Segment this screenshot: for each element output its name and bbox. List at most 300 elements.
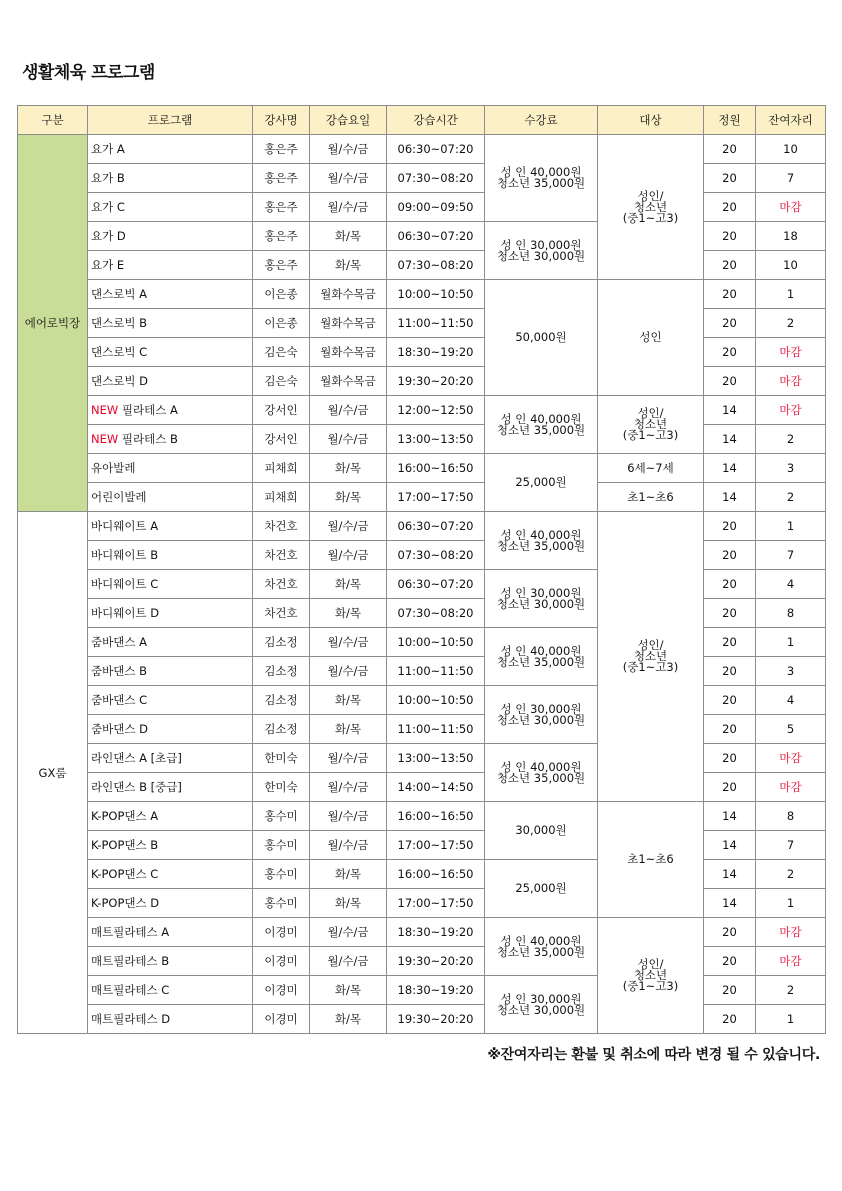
table-row (18, 309, 826, 338)
program-name (88, 947, 253, 976)
remaining-cell: 1 (756, 512, 826, 541)
fee-cell (485, 686, 598, 744)
time-cell: 17:00~17:50 (387, 889, 485, 918)
program-label: 바디웨이트 B (91, 548, 159, 562)
capacity-cell: 14 (704, 396, 756, 425)
table-row (18, 599, 826, 628)
days-cell: 월화수목금 (310, 338, 387, 367)
target-cell-line: 성인/ (637, 957, 664, 971)
target-cell-line: (중1~고3) (622, 979, 679, 993)
fee-cell-line: 성 인 40,000원 (500, 411, 582, 426)
instructor-cell: 홍수미 (253, 889, 310, 918)
capacity-cell: 20 (704, 338, 756, 367)
program-label: 라인댄스 B [중급] (91, 780, 182, 794)
program-name (88, 425, 253, 454)
page-title: 생활체육 프로그램 (22, 63, 155, 83)
column-header: 대상 (598, 106, 704, 135)
days-cell: 월/수/금 (310, 657, 387, 686)
target-cell-line: 청소년 (633, 417, 668, 431)
days-cell: 화/목 (310, 599, 387, 628)
program-label: 필라테스 B (121, 432, 178, 446)
days-cell: 화/목 (310, 976, 387, 1005)
table-row (18, 280, 826, 309)
program-label: 라인댄스 A [초급] (91, 751, 182, 765)
remaining-cell: 마감 (756, 744, 826, 773)
remaining-cell: 3 (756, 657, 826, 686)
column-header: 프로그램 (88, 106, 253, 135)
days-cell: 월/수/금 (310, 164, 387, 193)
days-cell: 월/수/금 (310, 541, 387, 570)
time-cell: 16:00~16:50 (387, 454, 485, 483)
instructor-cell: 홍은주 (253, 135, 310, 164)
table-row (18, 367, 826, 396)
program-label: 요가 C (91, 200, 125, 214)
target-cell-line: 초1~초6 (627, 852, 674, 866)
capacity-cell: 14 (704, 454, 756, 483)
program-label: K-POP댄스 A (91, 809, 159, 823)
time-cell: 09:00~09:50 (387, 193, 485, 222)
fee-cell-line: 청소년 30,000원 (496, 596, 586, 611)
time-cell: 11:00~11:50 (387, 309, 485, 338)
table-row (18, 164, 826, 193)
table-row (18, 135, 826, 164)
time-cell: 17:00~17:50 (387, 831, 485, 860)
fee-cell (485, 222, 598, 280)
capacity-cell: 20 (704, 657, 756, 686)
time-cell: 18:30~19:20 (387, 976, 485, 1005)
time-cell: 14:00~14:50 (387, 773, 485, 802)
fee-cell-line: 청소년 35,000원 (496, 538, 586, 553)
capacity-cell: 20 (704, 976, 756, 1005)
target-cell (598, 512, 704, 802)
table-row (18, 860, 826, 889)
days-cell: 화/목 (310, 251, 387, 280)
category-cell: GX룸 (18, 512, 88, 1034)
fee-cell (485, 512, 598, 570)
remaining-cell: 1 (756, 1005, 826, 1034)
instructor-cell: 홍은주 (253, 251, 310, 280)
table-row (18, 657, 826, 686)
capacity-cell: 20 (704, 686, 756, 715)
instructor-cell: 이경미 (253, 918, 310, 947)
days-cell: 월/수/금 (310, 135, 387, 164)
fee-cell (485, 454, 598, 512)
remaining-cell: 마감 (756, 918, 826, 947)
instructor-cell: 차건호 (253, 541, 310, 570)
capacity-cell: 20 (704, 193, 756, 222)
fee-cell (485, 802, 598, 860)
target-cell-line: 청소년 (633, 968, 668, 982)
program-name (88, 715, 253, 744)
days-cell: 화/목 (310, 1005, 387, 1034)
remaining-cell: 4 (756, 570, 826, 599)
remaining-cell: 5 (756, 715, 826, 744)
program-name (88, 918, 253, 947)
program-label: 필라테스 A (121, 403, 178, 417)
fee-cell-line: 청소년 35,000원 (496, 770, 586, 785)
capacity-cell: 14 (704, 483, 756, 512)
program-label: 매트필라테스 B (91, 954, 170, 968)
fee-cell (485, 918, 598, 976)
capacity-cell: 20 (704, 164, 756, 193)
table-row (18, 947, 826, 976)
days-cell: 월/수/금 (310, 918, 387, 947)
remaining-cell: 8 (756, 599, 826, 628)
program-name (88, 744, 253, 773)
instructor-cell: 강서인 (253, 396, 310, 425)
fee-cell-line: 청소년 35,000원 (496, 176, 586, 190)
target-cell-line: (중1~고3) (622, 660, 679, 674)
days-cell: 화/목 (310, 570, 387, 599)
fee-cell-line: 25,000원 (515, 475, 567, 489)
capacity-cell: 20 (704, 367, 756, 396)
table-row (18, 454, 826, 483)
table-row (18, 338, 826, 367)
capacity-cell: 20 (704, 744, 756, 773)
instructor-cell: 김소정 (253, 628, 310, 657)
program-name (88, 628, 253, 657)
program-name (88, 483, 253, 512)
time-cell: 10:00~10:50 (387, 628, 485, 657)
column-header: 구분 (18, 106, 88, 135)
fee-cell-line: 청소년 30,000원 (496, 712, 586, 727)
program-name (88, 976, 253, 1005)
days-cell: 월/수/금 (310, 512, 387, 541)
program-name (88, 860, 253, 889)
fee-cell (485, 976, 598, 1034)
days-cell: 월/수/금 (310, 628, 387, 657)
remaining-cell: 마감 (756, 396, 826, 425)
instructor-cell: 한미숙 (253, 744, 310, 773)
capacity-cell: 20 (704, 947, 756, 976)
capacity-cell: 20 (704, 628, 756, 657)
program-label: 매트필라테스 D (91, 1012, 171, 1026)
new-badge: NEW (91, 432, 119, 446)
program-label: 매트필라테스 A (91, 925, 170, 939)
table-row (18, 512, 826, 541)
capacity-cell: 20 (704, 222, 756, 251)
target-cell-line: 청소년 (633, 649, 668, 663)
program-name (88, 831, 253, 860)
days-cell: 월/수/금 (310, 947, 387, 976)
days-cell: 월/수/금 (310, 396, 387, 425)
program-name (88, 193, 253, 222)
fee-cell (485, 860, 598, 918)
table-row (18, 483, 826, 512)
target-cell (598, 802, 704, 918)
table-row (18, 686, 826, 715)
column-header: 잔여자리 (756, 106, 826, 135)
table-row (18, 222, 826, 251)
table-row (18, 425, 826, 454)
time-cell: 10:00~10:50 (387, 686, 485, 715)
days-cell: 월/수/금 (310, 773, 387, 802)
days-cell: 월/수/금 (310, 193, 387, 222)
capacity-cell: 20 (704, 541, 756, 570)
fee-cell-line: 성 인 40,000원 (500, 643, 582, 658)
remaining-cell: 3 (756, 454, 826, 483)
fee-cell-line: 성 인 30,000원 (500, 991, 582, 1006)
program-name (88, 512, 253, 541)
target-cell-line: 성인/ (637, 638, 664, 652)
program-name (88, 309, 253, 338)
remaining-cell: 마감 (756, 338, 826, 367)
days-cell: 화/목 (310, 860, 387, 889)
days-cell: 화/목 (310, 686, 387, 715)
days-cell: 월/수/금 (310, 802, 387, 831)
program-label: K-POP댄스 B (91, 838, 159, 852)
fee-cell-line: 30,000원 (515, 823, 567, 837)
remaining-cell: 마감 (756, 947, 826, 976)
remaining-cell: 2 (756, 483, 826, 512)
instructor-cell: 이은종 (253, 280, 310, 309)
program-label: 줌바댄스 A (91, 635, 147, 649)
time-cell: 07:30~08:20 (387, 164, 485, 193)
table-row (18, 570, 826, 599)
program-name (88, 802, 253, 831)
fee-cell-line: 50,000원 (515, 330, 567, 344)
capacity-cell: 14 (704, 425, 756, 454)
table-header-row (18, 106, 826, 135)
fee-cell (485, 628, 598, 686)
remaining-cell: 10 (756, 251, 826, 280)
program-label: 어린이발레 (91, 490, 147, 504)
program-name (88, 1005, 253, 1034)
capacity-cell: 14 (704, 831, 756, 860)
fee-cell-line: 성 인 40,000원 (500, 933, 582, 948)
target-cell-line: 성인/ (637, 406, 664, 420)
program-label: 댄스로빅 C (91, 345, 148, 359)
program-label: 바디웨이트 C (91, 577, 159, 591)
program-name (88, 570, 253, 599)
program-label: 요가 B (91, 171, 125, 185)
fee-cell-line: 청소년 35,000원 (496, 944, 586, 959)
program-label: 유아발레 (91, 461, 136, 475)
table-row (18, 251, 826, 280)
fee-cell-line: 성 인 40,000원 (500, 759, 582, 774)
remaining-cell: 4 (756, 686, 826, 715)
program-label: 매트필라테스 C (91, 983, 170, 997)
table-row (18, 918, 826, 947)
instructor-cell: 김소정 (253, 657, 310, 686)
program-label: 댄스로빅 A (91, 287, 147, 301)
program-label: 줌바댄스 C (91, 693, 148, 707)
program-name (88, 251, 253, 280)
program-label: K-POP댄스 D (91, 896, 160, 910)
capacity-cell: 20 (704, 715, 756, 744)
remaining-cell: 18 (756, 222, 826, 251)
time-cell: 06:30~07:20 (387, 512, 485, 541)
remaining-cell: 2 (756, 860, 826, 889)
time-cell: 13:00~13:50 (387, 744, 485, 773)
time-cell: 10:00~10:50 (387, 280, 485, 309)
program-name (88, 396, 253, 425)
target-cell (598, 918, 704, 1034)
time-cell: 07:30~08:20 (387, 251, 485, 280)
remaining-cell: 마감 (756, 367, 826, 396)
table-row (18, 541, 826, 570)
column-header: 정원 (704, 106, 756, 135)
fee-cell-line: 성 인 30,000원 (500, 701, 582, 716)
target-cell-line: 6세~7세 (627, 460, 674, 475)
table-row (18, 1005, 826, 1034)
fee-cell (485, 280, 598, 396)
capacity-cell: 20 (704, 135, 756, 164)
instructor-cell: 피채희 (253, 483, 310, 512)
target-cell-line: 청소년 (633, 199, 668, 214)
column-header: 강사명 (253, 106, 310, 135)
remaining-cell: 1 (756, 280, 826, 309)
instructor-cell: 차건호 (253, 599, 310, 628)
target-cell-line: 성인 (639, 330, 662, 344)
program-name (88, 773, 253, 802)
remaining-cell: 1 (756, 628, 826, 657)
target-cell-line: (중1~고3) (622, 210, 679, 225)
time-cell: 17:00~17:50 (387, 483, 485, 512)
program-name (88, 280, 253, 309)
remaining-cell: 마감 (756, 773, 826, 802)
instructor-cell: 이경미 (253, 1005, 310, 1034)
time-cell: 16:00~16:50 (387, 860, 485, 889)
capacity-cell: 20 (704, 280, 756, 309)
target-cell-line: 초1~초6 (627, 489, 674, 504)
capacity-cell: 20 (704, 251, 756, 280)
fee-cell-line: 성 인 40,000원 (500, 165, 582, 179)
program-label: 바디웨이트 D (91, 606, 160, 620)
time-cell: 06:30~07:20 (387, 135, 485, 164)
program-label: 줌바댄스 D (91, 722, 148, 736)
instructor-cell: 홍수미 (253, 831, 310, 860)
time-cell: 19:30~20:20 (387, 367, 485, 396)
time-cell: 18:30~19:20 (387, 918, 485, 947)
target-cell (598, 396, 704, 454)
instructor-cell: 김소정 (253, 715, 310, 744)
days-cell: 월/수/금 (310, 425, 387, 454)
remaining-cell: 1 (756, 889, 826, 918)
instructor-cell: 김소정 (253, 686, 310, 715)
table-row (18, 396, 826, 425)
time-cell: 06:30~07:20 (387, 570, 485, 599)
table-row (18, 773, 826, 802)
program-table-wrapper (17, 105, 826, 1034)
instructor-cell: 홍수미 (253, 802, 310, 831)
fee-cell-line: 성 인 40,000원 (500, 527, 582, 542)
footnote: ※잔여자리는 환불 및 취소에 따라 변경 될 수 있습니다. (487, 1047, 820, 1063)
program-table (17, 105, 826, 1034)
program-label: 요가 D (91, 229, 126, 243)
remaining-cell: 7 (756, 831, 826, 860)
time-cell: 07:30~08:20 (387, 599, 485, 628)
instructor-cell: 한미숙 (253, 773, 310, 802)
instructor-cell: 이경미 (253, 947, 310, 976)
capacity-cell: 20 (704, 309, 756, 338)
target-cell (598, 280, 704, 396)
table-row (18, 831, 826, 860)
days-cell: 월/수/금 (310, 831, 387, 860)
program-name (88, 135, 253, 164)
instructor-cell: 홍수미 (253, 860, 310, 889)
time-cell: 16:00~16:50 (387, 802, 485, 831)
column-header: 수강료 (485, 106, 598, 135)
time-cell: 06:30~07:20 (387, 222, 485, 251)
table-row (18, 744, 826, 773)
program-name (88, 222, 253, 251)
remaining-cell: 7 (756, 541, 826, 570)
days-cell: 화/목 (310, 715, 387, 744)
fee-cell-line: 청소년 30,000원 (496, 248, 586, 263)
program-label: 요가 A (91, 142, 125, 156)
fee-cell (485, 570, 598, 628)
instructor-cell: 김은숙 (253, 367, 310, 396)
time-cell: 12:00~12:50 (387, 396, 485, 425)
table-row (18, 193, 826, 222)
table-row (18, 802, 826, 831)
table-row (18, 715, 826, 744)
target-cell (598, 135, 704, 280)
program-name (88, 889, 253, 918)
instructor-cell: 차건호 (253, 512, 310, 541)
fee-cell (485, 135, 598, 222)
instructor-cell: 이경미 (253, 976, 310, 1005)
time-cell: 19:30~20:20 (387, 947, 485, 976)
instructor-cell: 홍은주 (253, 164, 310, 193)
fee-cell (485, 396, 598, 454)
time-cell: 07:30~08:20 (387, 541, 485, 570)
days-cell: 화/목 (310, 889, 387, 918)
program-name (88, 599, 253, 628)
days-cell: 화/목 (310, 483, 387, 512)
fee-cell-line: 청소년 30,000원 (496, 1002, 586, 1017)
program-name (88, 164, 253, 193)
category-cell: 에어로빅장 (18, 135, 88, 512)
table-row (18, 628, 826, 657)
capacity-cell: 20 (704, 570, 756, 599)
fee-cell-line: 청소년 35,000원 (496, 422, 586, 437)
target-cell-line: (중1~고3) (622, 428, 679, 442)
new-badge: NEW (91, 403, 119, 417)
remaining-cell: 마감 (756, 193, 826, 222)
capacity-cell: 14 (704, 860, 756, 889)
table-row (18, 976, 826, 1005)
program-label: 줌바댄스 B (91, 664, 147, 678)
instructor-cell: 강서인 (253, 425, 310, 454)
instructor-cell: 차건호 (253, 570, 310, 599)
capacity-cell: 20 (704, 512, 756, 541)
program-label: 댄스로빅 B (91, 316, 147, 330)
program-label: 바디웨이트 A (91, 519, 159, 533)
fee-cell-line: 25,000원 (515, 881, 567, 895)
time-cell: 11:00~11:50 (387, 657, 485, 686)
time-cell: 18:30~19:20 (387, 338, 485, 367)
remaining-cell: 7 (756, 164, 826, 193)
program-name (88, 367, 253, 396)
capacity-cell: 20 (704, 1005, 756, 1034)
program-name (88, 541, 253, 570)
fee-cell (485, 744, 598, 802)
days-cell: 월/수/금 (310, 744, 387, 773)
days-cell: 월화수목금 (310, 280, 387, 309)
days-cell: 월화수목금 (310, 309, 387, 338)
target-cell-line: 성인/ (637, 188, 664, 203)
table-row (18, 889, 826, 918)
fee-cell-line: 성 인 30,000원 (500, 237, 582, 252)
program-label: 댄스로빅 D (91, 374, 148, 388)
capacity-cell: 20 (704, 773, 756, 802)
days-cell: 화/목 (310, 222, 387, 251)
program-name (88, 686, 253, 715)
instructor-cell: 홍은주 (253, 222, 310, 251)
program-name (88, 338, 253, 367)
